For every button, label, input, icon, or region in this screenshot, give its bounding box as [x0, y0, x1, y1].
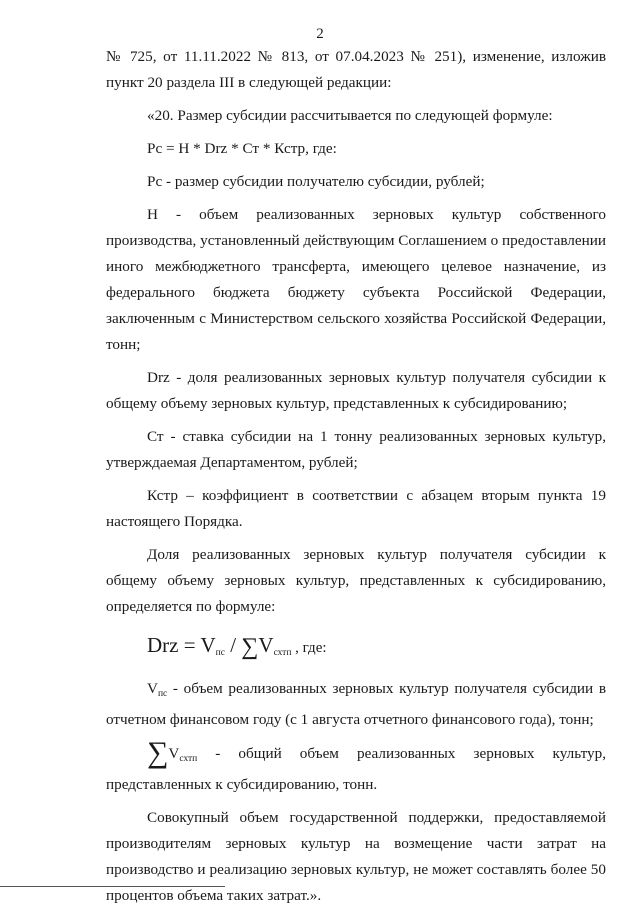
- formula-divide: /: [224, 633, 242, 657]
- paragraph-support-limit: Совокупный объем государственной поддержки, предоставляемой производителям зерновых культур на возмещение части затрат на производство и реализацию зерновых культур, не может составлять более 50 процентов объема таких затрат.».: [106, 809, 606, 904]
- paragraph-def-n: Н - объем реализованных зерновых культур собственного производства, установленный действующим Соглашением о предоставлении иного межбюджетного трансферта, имеющего целевое назначение, из федерального бюджета бюджету субъекта Российской Федерации, заключенным с Министерством сельского хозяйства Российской Федерации, тонн;: [106, 206, 606, 353]
- paragraph-item-20: «20. Размер субсидии рассчитывается по следующей формуле:: [147, 107, 553, 124]
- formula-drz: [147, 630, 606, 668]
- symbol-sub-pc: пс: [157, 689, 168, 699]
- symbol-v-2: V: [168, 745, 180, 762]
- paragraph-def-st: Ст - ставка субсидии на 1 тонну реализованных зерновых культур, утверждаемая Департаментом, рублей;: [106, 428, 606, 471]
- sum-sigma-icon: ∑: [241, 634, 259, 660]
- sum-sigma-icon-2: ∑: [147, 736, 169, 769]
- paragraph-def-sum: [106, 736, 606, 798]
- symbol-v: V: [147, 680, 158, 697]
- paragraph-def-drz: Drz - доля реализованных зерновых культур получателя субсидии к общему объему зерновых культур, представленных к субсидированию;: [106, 369, 606, 412]
- footer-divider: [0, 886, 225, 887]
- formula-lhs: Drz =: [147, 633, 201, 657]
- paragraph-def-vpc: [106, 676, 606, 733]
- formula-sub-pc: пс: [215, 648, 225, 658]
- paragraph-def-sum-text: - общий объем реализованных зерновых культур, представленных к субсидированию, тонн.: [106, 745, 606, 793]
- formula-subsidy: Рс = Н * Drz * Ст * Кстр, где:: [147, 140, 337, 157]
- paragraph-def-pc: Рс - размер субсидии получателю субсидии, рублей;: [147, 173, 485, 190]
- paragraph-def-vpc-text: - объем реализованных зерновых культур получателя субсидии в отчетном финансовом году (с 1 августа отчетного финансового года), тонн;: [106, 680, 606, 728]
- formula-v2: V: [258, 633, 274, 657]
- formula-v: V: [200, 633, 216, 657]
- paragraph-drz-intro: Доля реализованных зерновых культур получателя субсидии к общему объему зерновых культур, представленных к субсидированию, определяется по формуле:: [106, 546, 606, 615]
- symbol-sub-sxtp: схтп: [179, 754, 198, 764]
- formula-sub-sxtp: схтп: [273, 648, 292, 658]
- document-body: [106, 44, 606, 909]
- formula-tail: , где:: [291, 640, 327, 656]
- page-number: 2: [316, 26, 324, 42]
- paragraph-intro: № 725, от 11.11.2022 № 813, от 07.04.2023 № 251), изменение, изложив пункт 20 раздела III в следующей редакции:: [106, 48, 606, 91]
- paragraph-def-kstr: Кстр – коэффициент в соответствии с абзацем вторым пункта 19 настоящего Порядка.: [106, 487, 606, 530]
